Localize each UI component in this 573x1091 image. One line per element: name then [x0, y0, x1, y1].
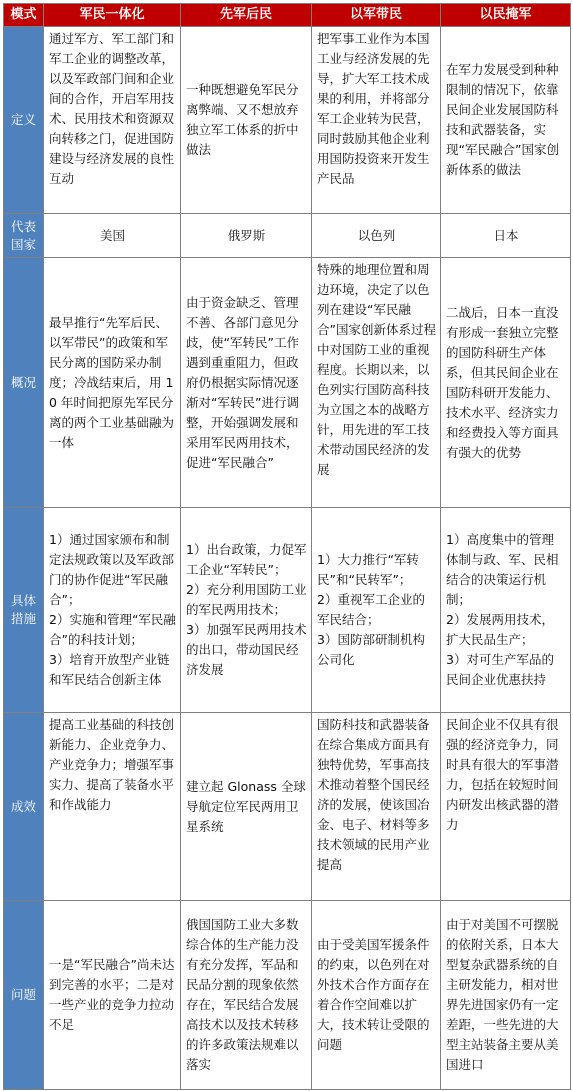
cell-overview-russia: 由于资金缺乏、管理不善、各部门意见分歧，使“军转民”工作遇到重重阻力，但政府仍根据实际情况逐渐对“军转民”进行调整，开始强调发展和采用军民两用技术，促进“军民融合” — [181, 258, 312, 508]
cell-definition-usa: 通过军方、军工部门和军工企业的调整改革，以及军政部门间和企业间的合作，开启军用技术、民用技术和资源双向转移之门，促进国防建设与经济发展的良性互动 — [44, 27, 181, 214]
cell-problems-russia: 俄国国防工业大多数综合体的生产能力没有充分发挥，军品和民品分割的现象依然存在，军民结合发展高技术以及技术转移的许多政策法规难以落实 — [181, 901, 312, 1090]
measure-item: 1）通过国家颁布和制定法规政策以及军政部门的协作促进“军民融合”； — [49, 532, 175, 607]
measure-item: 2）充分利用国防工业的军民两用技术； — [186, 582, 307, 617]
measure-item: 3）国防部研制机构公司化 — [317, 632, 425, 667]
header-integration: 军民一体化 — [44, 4, 181, 27]
measure-item: 1）出台政策，力促军工企业“军转民”； — [186, 542, 307, 577]
measure-item: 3）加强军民两用技术的出口，带动国民经济发展 — [186, 622, 307, 677]
comparison-table-container — [3, 3, 570, 1088]
cell-definition-israel: 把军事工业作为本国工业与经济发展的先导，扩大军工技术成果的利用，并将部分军工企业转为民营，同时鼓励其他企业利用国防投资来开发生产民品 — [312, 27, 441, 214]
header-military-led: 以军带民 — [312, 4, 441, 27]
cell-measures-russia — [181, 508, 312, 713]
measure-item: 2）发展两用技术，扩大民品生产； — [446, 612, 554, 647]
civil-military-integration-table — [3, 3, 571, 1090]
row-measures — [4, 508, 571, 713]
cell-problems-israel: 由于受美国军援条件的约束，以色列在对外技术合作方面存在着合作空间难以扩大，技术转让受限的问题 — [312, 901, 441, 1090]
row-label-results: 成效 — [4, 713, 44, 901]
row-label-problems: 问题 — [4, 901, 44, 1090]
row-label-country: 代表国家 — [4, 214, 44, 258]
cell-problems-japan: 由于对美国不可摆脱的依附关系，日本大型复杂武器系统的自主研发能力，相对世界先进国家仍有一定差距，一些先进的大型主站装备主要从美国进口 — [441, 901, 571, 1090]
cell-country-japan: 日本 — [441, 214, 571, 258]
measure-item: 1）高度集中的管理体制与政、军、民相结合的决策运行机制； — [446, 532, 559, 607]
cell-overview-japan: 二战后，日本一直没有形成一套独立完整的国防科研生产体系，但其民间企业在国防科研开发能力、技术水平、经济实力和经费投入等方面具有强大的优势 — [441, 258, 571, 508]
measure-item: 2）重视军工企业的军民结合； — [317, 592, 425, 627]
row-label-overview: 概况 — [4, 258, 44, 508]
cell-country-israel: 以色列 — [312, 214, 441, 258]
measure-item: 2）实施和管理“军民融合”的科技计划； — [49, 612, 176, 647]
cell-country-usa: 美国 — [44, 214, 181, 258]
row-label-measures: 具体措施 — [4, 508, 44, 713]
cell-measures-israel — [312, 508, 441, 713]
cell-definition-japan: 在军力发展受到种种限制的情况下，依靠民间企业发展国防科技和武器装备，实现“军民融合”国家创新体系的做法 — [441, 27, 571, 214]
row-country — [4, 214, 571, 258]
row-label-definition: 定义 — [4, 27, 44, 214]
cell-problems-usa: 一是“军民融合”尚未达到完善的水平；二是对一些产业的竞争力拉动不足 — [44, 901, 181, 1090]
cell-results-russia: 建立起 Glonass 全球导航定位军民两用卫星系统 — [181, 713, 312, 901]
header-row — [4, 4, 571, 27]
cell-results-usa: 提高工业基础的科技创新能力、企业竞争力、产业竞争力；增强军事实力、提高了装备水平和作战能力 — [44, 713, 181, 901]
cell-definition-russia: 一种既想避免军民分离弊端、又不想放弃独立军工体系的折中做法 — [181, 27, 312, 214]
cell-overview-israel: 特殊的地理位置和周边环境，决定了以色列在建设“军民融合”国家创新体系过程中对国防工业的重视程度。长期以来，以色列实行国防高科技为立国之本的战略方针，用先进的军工技术带动国民经济的发展 — [312, 258, 441, 508]
measure-item: 1）大力推行“军转民”和“民转军”； — [317, 552, 419, 587]
measure-item: 3）培育开放型产业链和军民结合创新主体 — [49, 652, 170, 687]
row-definition — [4, 27, 571, 214]
cell-measures-japan — [441, 508, 571, 713]
header-mode: 模式 — [4, 4, 44, 27]
row-results — [4, 713, 571, 901]
cell-overview-usa: 最早推行“先军后民、以军带民”的政策和军民分离的国防采办制度；冷战结束后，用 10 年时间把原先军民分离的两个工业基础融为一体 — [44, 258, 181, 508]
measure-item: 3）对可生产军品的民间企业优惠扶持 — [446, 652, 554, 687]
cell-results-japan: 民间企业不仅具有很强的经济竞争力，同时具有很大的军事潜力，包括在较短时间内研发出核武器的潜力 — [441, 713, 571, 901]
cell-results-israel: 国防科技和武器装备在综合集成方面具有独特优势，军事高技术推动着整个国民经济的发展，使该国冶金、电子、材料等多技术领域的民用产业提高 — [312, 713, 441, 901]
row-overview — [4, 258, 571, 508]
cell-measures-usa — [44, 508, 181, 713]
header-civil-cover: 以民掩军 — [441, 4, 571, 27]
cell-country-russia: 俄罗斯 — [181, 214, 312, 258]
header-military-first: 先军后民 — [181, 4, 312, 27]
row-problems — [4, 901, 571, 1090]
